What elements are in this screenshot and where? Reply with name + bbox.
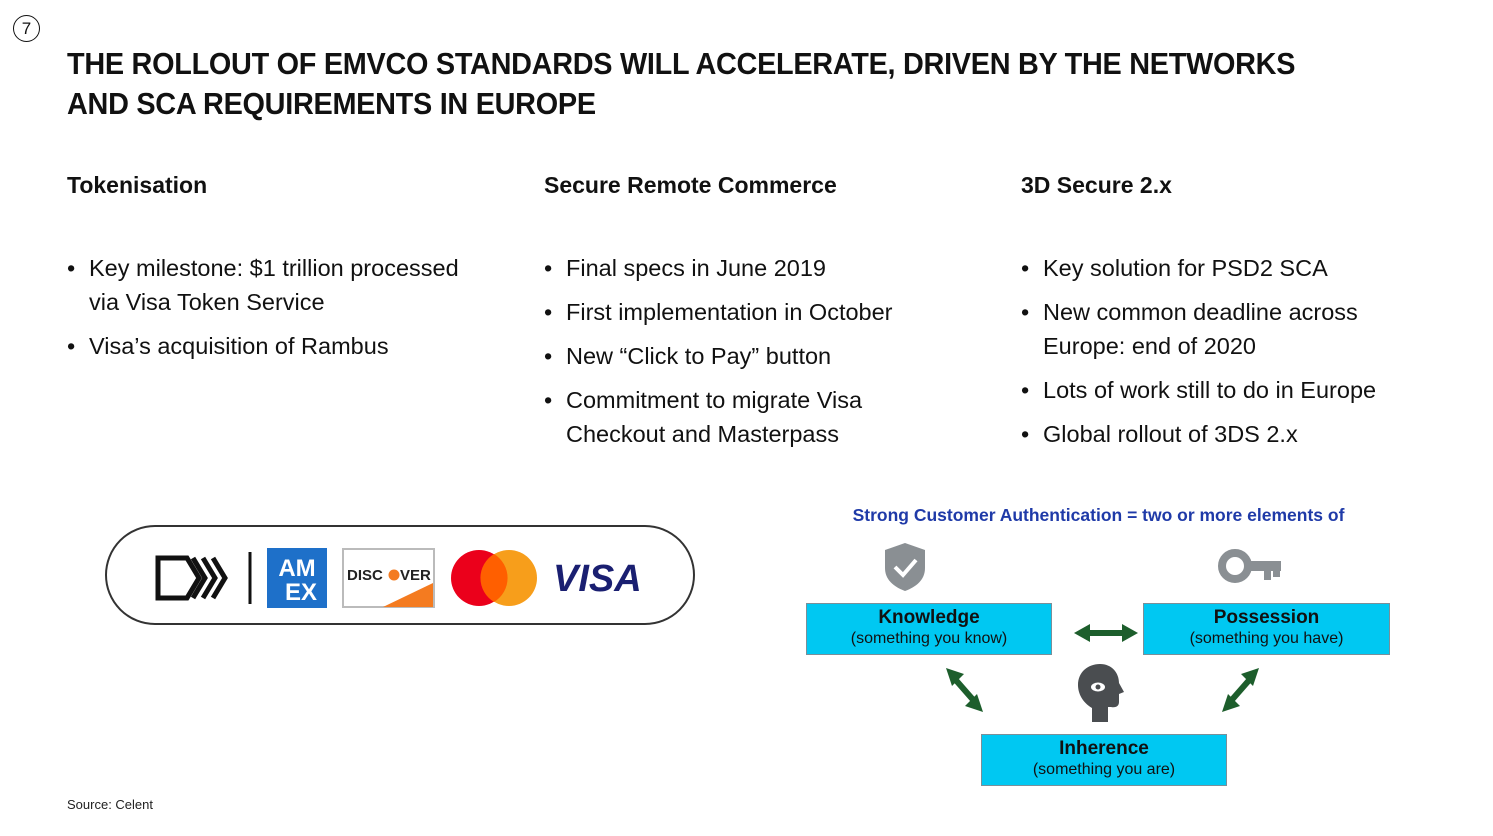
possession-box [1143,603,1390,655]
slide-number: 7 [13,15,40,42]
bullet-item: • First implementation in October [544,295,964,329]
src-bullets [544,251,964,461]
visa-logo: VISA [553,558,642,600]
column-heading-tokenisation: Tokenisation [67,172,208,198]
shield-check-icon [885,543,925,591]
card-logos [105,525,695,625]
discover-text2: VER [400,567,431,584]
knowledge-inherence-arrow [946,668,983,712]
knowledge-sub: (something you know) [850,630,1008,647]
knowledge-box [806,603,1052,655]
3ds-bullets [1021,251,1431,461]
discover-logo [343,549,434,607]
inherence-box [981,734,1227,786]
possession-sub: (something you have) [1189,630,1344,647]
amex-logo [267,548,327,608]
inherence-label: Inherence [1059,738,1149,759]
discover-dot [389,570,400,581]
bullet-item: • Visa’s acquisition of Rambus [67,329,487,363]
sca-title: Strong Customer Authentication = two or more elements of [852,505,1345,525]
bullet-item: • New “Click to Pay” button [544,339,964,373]
possession-label: Possession [1213,607,1320,628]
page-title: THE ROLLOUT OF EMVCO STANDARDS WILL ACCELERATE, DRIVEN BY THE NETWORKS AND SCA REQUIREMENTS IN EUROPE [67,46,1296,121]
mastercard-logo [451,550,537,606]
bullet-item: • Lots of work still to do in Europe [1021,373,1431,407]
column-heading-src: Secure Remote Commerce [544,172,837,198]
key-icon [1222,553,1281,580]
inherence-sub: (something you are) [1032,761,1176,778]
bullet-item: • Commitment to migrate Visa Checkout and Masterpass [544,383,964,451]
bullet-item: • Key solution for PSD2 SCA [1021,251,1431,285]
click-to-pay-icon [158,558,225,598]
amex-line2: EX [284,579,318,606]
bullet-item: • Global rollout of 3DS 2.x [1021,417,1431,451]
knowledge-possession-arrow [1074,624,1138,642]
tokenisation-bullets [67,251,487,373]
source-note: Source: Celent [67,797,153,812]
knowledge-label: Knowledge [878,607,980,628]
bullet-item: • Key milestone: $1 trillion processed via Visa Token Service [67,251,487,319]
bullet-item: • Final specs in June 2019 [544,251,964,285]
head-eye-icon [1078,664,1124,722]
amex-line1: AM [278,555,316,582]
possession-inherence-arrow [1222,668,1259,712]
bullet-item: • New common deadline across Europe: end of 2020 [1021,295,1431,363]
discover-text: DISC [347,567,383,584]
column-heading-3ds: 3D Secure 2.x [1021,172,1172,198]
